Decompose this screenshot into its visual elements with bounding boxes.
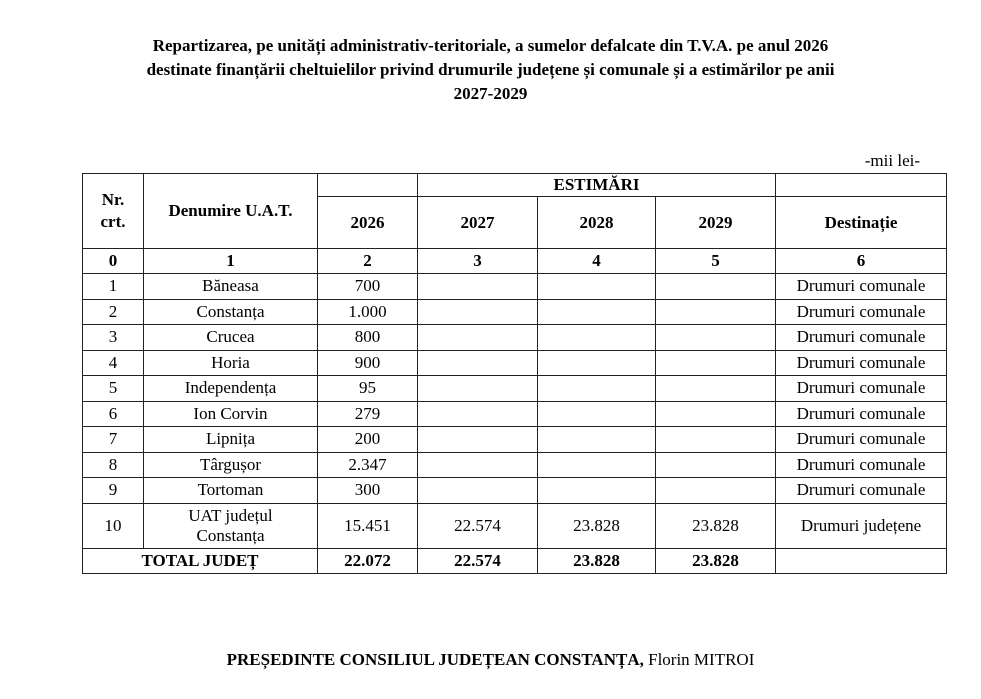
cell-uat: Băneasa xyxy=(144,274,318,300)
allocation-table xyxy=(82,173,947,574)
cell-destinatie: Drumuri comunale xyxy=(776,401,947,427)
header-nr-crt-part: crt. xyxy=(100,212,126,231)
cell-2028 xyxy=(538,478,656,504)
cell-destinatie: Drumuri comunale xyxy=(776,452,947,478)
title-line-2: destinate finanțării cheltuielilor privind drumurile județene și comunale și a estimărilor pe anii xyxy=(146,60,835,79)
header-estimari: ESTIMĂRI xyxy=(418,174,776,197)
cell-destinatie: Drumuri județene xyxy=(776,503,947,548)
cell-2029 xyxy=(656,427,776,453)
cell-uat: Lipnița xyxy=(144,427,318,453)
cell-destinatie: Drumuri comunale xyxy=(776,325,947,351)
cell-uat: Crucea xyxy=(144,325,318,351)
cell-2026: 900 xyxy=(318,350,418,376)
cell-2028 xyxy=(538,452,656,478)
cell-2029 xyxy=(656,376,776,402)
index-cell: 5 xyxy=(656,249,776,274)
cell-nr: 10 xyxy=(83,503,144,548)
cell-destinatie: Drumuri comunale xyxy=(776,299,947,325)
cell-2028 xyxy=(538,274,656,300)
header-blank-2026 xyxy=(318,174,418,197)
cell-uat: Târgușor xyxy=(144,452,318,478)
cell-2028 xyxy=(538,299,656,325)
table-row-county xyxy=(83,503,947,548)
total-row xyxy=(83,548,947,573)
cell-2028: 23.828 xyxy=(538,503,656,548)
cell-2026: 200 xyxy=(318,427,418,453)
cell-2027 xyxy=(418,325,538,351)
cell-uat: Horia xyxy=(144,350,318,376)
cell-2026: 15.451 xyxy=(318,503,418,548)
cell-2029 xyxy=(656,325,776,351)
header-2026: 2026 xyxy=(318,197,418,249)
index-cell: 2 xyxy=(318,249,418,274)
index-cell: 6 xyxy=(776,249,947,274)
cell-2027 xyxy=(418,478,538,504)
signature-line xyxy=(0,650,981,670)
table-row xyxy=(83,478,947,504)
cell-2028 xyxy=(538,325,656,351)
cell-2027 xyxy=(418,401,538,427)
cell-2029 xyxy=(656,274,776,300)
unit-label: -mii lei- xyxy=(864,151,920,170)
cell-2026: 279 xyxy=(318,401,418,427)
total-2027: 22.574 xyxy=(418,548,538,573)
total-destinatie xyxy=(776,548,947,573)
cell-destinatie: Drumuri comunale xyxy=(776,427,947,453)
cell-2026: 800 xyxy=(318,325,418,351)
total-2029: 23.828 xyxy=(656,548,776,573)
table-row xyxy=(83,427,947,453)
cell-2026: 95 xyxy=(318,376,418,402)
header-2027: 2027 xyxy=(418,197,538,249)
table-row xyxy=(83,401,947,427)
cell-uat: Tortoman xyxy=(144,478,318,504)
cell-2027 xyxy=(418,350,538,376)
header-destinatie: Destinație xyxy=(776,197,947,249)
signature-title: PREȘEDINTE CONSILIUL JUDEȚEAN CONSTANȚA, xyxy=(226,650,644,669)
cell-uat xyxy=(144,503,318,548)
cell-2029 xyxy=(656,401,776,427)
cell-uat: Independența xyxy=(144,376,318,402)
header-blank-dest xyxy=(776,174,947,197)
header-denumire: Denumire U.A.T. xyxy=(144,174,318,249)
cell-nr: 7 xyxy=(83,427,144,453)
cell-uat-line1: UAT județul xyxy=(188,505,273,525)
total-2028: 23.828 xyxy=(538,548,656,573)
cell-2027 xyxy=(418,274,538,300)
cell-nr: 8 xyxy=(83,452,144,478)
header-2028: 2028 xyxy=(538,197,656,249)
cell-2027 xyxy=(418,299,538,325)
table-row xyxy=(83,452,947,478)
header-nr-crt xyxy=(83,174,144,249)
total-label: TOTAL JUDEȚ xyxy=(83,548,318,573)
title-line-3: 2027-2029 xyxy=(453,84,528,103)
cell-uat-line2: Constanța xyxy=(196,525,265,545)
cell-destinatie: Drumuri comunale xyxy=(776,478,947,504)
cell-nr: 4 xyxy=(83,350,144,376)
index-cell: 1 xyxy=(144,249,318,274)
title-line-1: Repartizarea, pe unități administrativ-teritoriale, a sumelor defalcate din T.V.A. pe anul 2026 xyxy=(152,36,829,55)
table-row xyxy=(83,350,947,376)
cell-nr: 5 xyxy=(83,376,144,402)
total-2026: 22.072 xyxy=(318,548,418,573)
cell-destinatie: Drumuri comunale xyxy=(776,350,947,376)
cell-nr: 6 xyxy=(83,401,144,427)
table-row xyxy=(83,376,947,402)
cell-destinatie: Drumuri comunale xyxy=(776,274,947,300)
index-cell: 3 xyxy=(418,249,538,274)
cell-2028 xyxy=(538,350,656,376)
cell-2029: 23.828 xyxy=(656,503,776,548)
cell-2029 xyxy=(656,350,776,376)
cell-2028 xyxy=(538,401,656,427)
column-index-row xyxy=(83,249,947,274)
cell-nr: 3 xyxy=(83,325,144,351)
cell-2027 xyxy=(418,452,538,478)
cell-2026: 300 xyxy=(318,478,418,504)
cell-2028 xyxy=(538,376,656,402)
table-row xyxy=(83,274,947,300)
table-row xyxy=(83,299,947,325)
cell-nr: 2 xyxy=(83,299,144,325)
index-cell: 0 xyxy=(83,249,144,274)
cell-2026: 700 xyxy=(318,274,418,300)
table-body xyxy=(83,274,947,574)
cell-nr: 9 xyxy=(83,478,144,504)
cell-2029 xyxy=(656,452,776,478)
cell-2027: 22.574 xyxy=(418,503,538,548)
cell-uat: Constanța xyxy=(144,299,318,325)
cell-uat: Ion Corvin xyxy=(144,401,318,427)
header-2029: 2029 xyxy=(656,197,776,249)
signature-name: Florin MITROI xyxy=(643,650,755,669)
cell-destinatie: Drumuri comunale xyxy=(776,376,947,402)
cell-2029 xyxy=(656,299,776,325)
header-nr-crt-part: Nr. xyxy=(101,190,125,209)
cell-2026: 2.347 xyxy=(318,452,418,478)
document-title xyxy=(40,34,941,106)
cell-2027 xyxy=(418,427,538,453)
cell-nr: 1 xyxy=(83,274,144,300)
cell-2026: 1.000 xyxy=(318,299,418,325)
index-cell: 4 xyxy=(538,249,656,274)
table-row xyxy=(83,325,947,351)
cell-2028 xyxy=(538,427,656,453)
cell-2029 xyxy=(656,478,776,504)
cell-2027 xyxy=(418,376,538,402)
